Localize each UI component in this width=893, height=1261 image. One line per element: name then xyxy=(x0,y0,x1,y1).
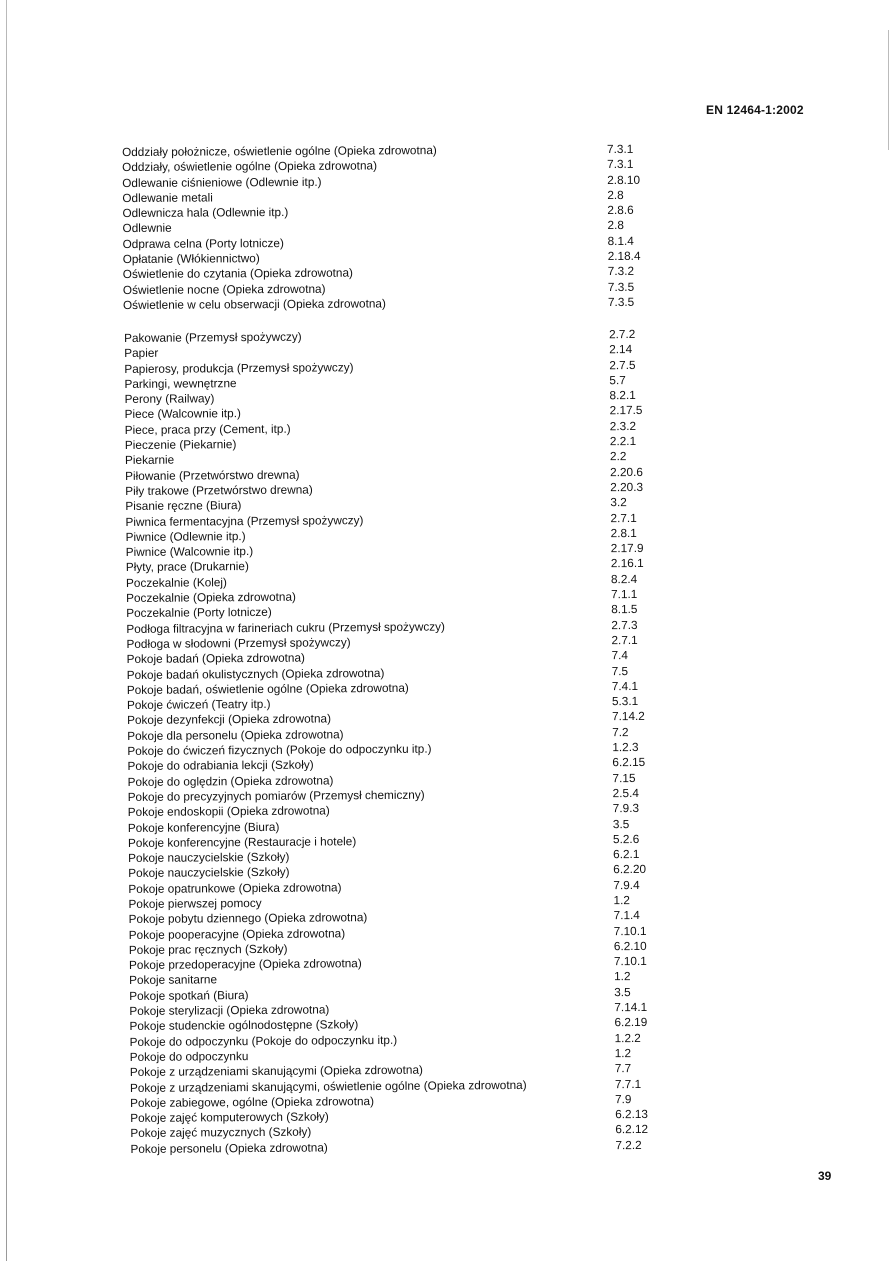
index-term: Poczekalnie (Porty lotnicze) xyxy=(126,605,272,621)
clause-reference: 2.8.10 xyxy=(607,172,641,187)
clause-reference: 1.2.2 xyxy=(614,1030,641,1045)
page-number: 39 xyxy=(818,1169,832,1183)
clause-reference: 8.1.5 xyxy=(611,602,638,617)
index-term: Pokoje nauczycielskie (Szkoły) xyxy=(128,849,290,866)
clause-reference: 1.2 xyxy=(613,893,630,908)
clause-reference: 7.3.1 xyxy=(606,141,634,157)
index-term: Pokoje studenckie ogólnodostępne (Szkoły) xyxy=(129,1017,359,1034)
index-term: Pokoje badań, oświetlenie ogólne (Opieka zdrowotna) xyxy=(126,680,409,697)
clause-reference: 7.9.4 xyxy=(613,877,640,892)
clause-reference: 2.20.3 xyxy=(610,479,644,495)
index-term: Papierosy, produkcja (Przemysł spożywczy) xyxy=(124,359,354,376)
index-term: Pokoje pooperacyjne (Opieka zdrowotna) xyxy=(128,925,346,942)
index-term: Pokoje zajęć komputerowych (Szkoły) xyxy=(130,1109,329,1126)
index-term: Oświetlenie do czytania (Opieka zdrowotna) xyxy=(122,265,353,282)
index-term: Odlewnicza hala (Odlewnie itp.) xyxy=(122,205,289,221)
clause-reference: 6.2.12 xyxy=(615,1122,649,1137)
index-term: Pokoje opatrunkowe (Opieka zdrowotna) xyxy=(128,879,342,896)
index-term: Pokoje zabiegowe, ogólne (Opieka zdrowotna) xyxy=(130,1093,375,1110)
index-term: Piece (Walcownie itp.) xyxy=(124,406,241,422)
clause-reference: 7.4.1 xyxy=(611,678,639,694)
clause-reference: 7.5 xyxy=(611,663,629,678)
clause-reference: 7.1.4 xyxy=(613,908,640,923)
clause-reference: 7.15 xyxy=(612,770,636,785)
index-term: Podłoga w słodowni (Przemysł spożywczy) xyxy=(126,635,351,651)
clause-reference: 7.3.1 xyxy=(607,157,634,172)
clause-reference: 2.8 xyxy=(607,187,624,202)
clause-reference: 7.10.1 xyxy=(613,923,647,938)
index-term: Piekarnie xyxy=(124,452,175,468)
clause-reference: 6.2.19 xyxy=(614,1015,648,1030)
index-term: Pokoje konferencyjne (Biura) xyxy=(127,819,280,835)
clause-reference: 2.14 xyxy=(609,342,633,357)
clause-reference: 6.2.13 xyxy=(615,1107,649,1122)
clause-reference: 2.17.5 xyxy=(609,403,643,418)
index-term: Piwnice (Walcownie itp.) xyxy=(125,544,254,560)
index-term: Pokoje do odpoczynku xyxy=(129,1048,249,1064)
clause-reference: 1.2 xyxy=(614,969,631,984)
index-term: Pokoje dezynfekcji (Opieka zdrowotna) xyxy=(127,711,332,728)
index-term: Pokoje pierwszej pomocy xyxy=(128,895,262,911)
standard-identifier: EN 12464-1:2002 xyxy=(706,103,804,117)
clause-reference: 6.2.10 xyxy=(613,938,647,954)
index-term: Piwnice (Odlewnie itp.) xyxy=(125,528,246,544)
clause-reference: 2.18.4 xyxy=(607,248,641,264)
clause-reference: 7.4 xyxy=(611,648,629,663)
index-term: Pokoje pobytu dziennego (Opieka zdrowotna) xyxy=(128,910,368,927)
clause-reference: 3.2 xyxy=(610,495,627,510)
index-term: Pokoje sanitarne xyxy=(129,972,218,988)
clause-reference: 6.2.20 xyxy=(613,862,647,877)
clause-reference: 7.3.5 xyxy=(607,294,635,310)
clause-reference: 6.2.15 xyxy=(612,755,646,770)
clause-reference: 2.20.6 xyxy=(610,464,643,479)
clause-reference: 2.2 xyxy=(609,449,627,464)
clause-reference: 2.16.1 xyxy=(610,556,644,571)
clause-reference: 5.3.1 xyxy=(611,694,639,709)
clause-reference: 2.8.1 xyxy=(610,525,637,541)
index-term: Pokoje z urządzeniami skanującymi, oświetlenie ogólne (Opieka zdrowotna) xyxy=(129,1077,527,1095)
clause-reference: 2.5.4 xyxy=(612,785,639,801)
clause-reference: 3.5 xyxy=(612,816,630,831)
clause-reference: 8.2.1 xyxy=(609,388,636,403)
index-term: Pisanie ręczne (Biura) xyxy=(125,498,242,514)
index-term: Oświetlenie w celu obserwacji (Opieka zdrowotna) xyxy=(122,296,386,312)
index-term: Piły trakowe (Przetwórstwo drewna) xyxy=(125,482,313,498)
clause-reference: 2.7.1 xyxy=(610,510,637,525)
clause-reference: 2.8 xyxy=(607,218,624,233)
clause-reference: 7.7 xyxy=(614,1061,632,1076)
clause-reference: 8.1.4 xyxy=(607,233,634,248)
index-term: Pokoje do precyzyjnych pomiarów (Przemysł chemiczny) xyxy=(127,787,425,804)
clause-reference: 2.17.9 xyxy=(610,541,644,556)
index-term: Piłowanie (Przetwórstwo drewna) xyxy=(125,467,300,483)
index-term: Odlewanie ciśnieniowe (Odlewnie itp.) xyxy=(122,174,322,190)
index-term: Pokoje z urządzeniami skanującymi (Opieka zdrowotna) xyxy=(129,1062,423,1080)
clause-reference: 5.2.6 xyxy=(612,831,640,846)
index-term: Pokoje konferencyjne (Restauracje i hotele) xyxy=(127,833,357,850)
index-term: Pakowanie (Przemysł spożywczy) xyxy=(124,329,302,345)
index-term: Pokoje zajęć muzycznych (Szkoły) xyxy=(130,1124,312,1141)
clause-reference: 8.2.4 xyxy=(610,571,638,586)
index-term: Płyty, prace (Drukarnie) xyxy=(125,559,249,575)
index-term: Pokoje do ćwiczeń fizycznych (Pokoje do odpoczynku itp.) xyxy=(127,741,432,759)
index-term: Poczekalnie (Kolej) xyxy=(125,574,228,590)
index-term: Pokoje do oględzin (Opieka zdrowotna) xyxy=(127,772,334,789)
index-term: Perony (Railway) xyxy=(124,391,215,407)
clause-reference: 2.7.1 xyxy=(611,632,638,648)
clause-reference: 3.5 xyxy=(614,984,631,999)
index-term: Podłoga filtracyjna w farineriach cukru (Przemysł spożywczy) xyxy=(126,619,446,636)
index-term: Pokoje nauczycielskie (Szkoły) xyxy=(128,865,290,881)
index-term: Poczekalnie (Opieka zdrowotna) xyxy=(126,589,296,606)
index-term: Papier xyxy=(124,346,159,361)
index-term: Pieczenie (Piekarnie) xyxy=(124,437,237,453)
clause-reference: 7.3.2 xyxy=(607,264,635,279)
index-term: Pokoje endoskopii (Opieka zdrowotna) xyxy=(127,803,330,820)
clause-reference: 7.14.1 xyxy=(614,999,648,1015)
clause-reference: 7.9 xyxy=(614,1091,632,1107)
index-group-p xyxy=(124,327,690,1157)
clause-reference: 1.2.3 xyxy=(612,739,639,755)
index-term: Pokoje badań (Opieka zdrowotna) xyxy=(126,650,306,667)
index-term: Odlewanie metali xyxy=(122,190,213,205)
clause-reference: 2.7.5 xyxy=(609,357,636,372)
index-term: Pokoje przedoperacyjne (Opieka zdrowotna) xyxy=(128,956,362,973)
scan-right-edge xyxy=(888,30,889,150)
index-term: Parkingi, wewnętrzne xyxy=(124,376,237,391)
clause-reference: 2.2.1 xyxy=(609,434,637,449)
clause-reference: 7.1.1 xyxy=(611,587,638,602)
index-entry xyxy=(123,295,683,314)
index-term: Pokoje do odpoczynku (Pokoje do odpoczynku itp.) xyxy=(129,1032,398,1049)
clause-reference: 7.7.1 xyxy=(614,1076,642,1091)
index-term: Pokoje sterylizacji (Opieka zdrowotna) xyxy=(129,1002,330,1019)
index-term: Pokoje dla personelu (Opieka zdrowotna) xyxy=(127,727,344,743)
clause-reference: 7.9.3 xyxy=(612,801,640,816)
index-term: Pokoje badań okulistycznych (Opieka zdrowotna) xyxy=(126,665,385,682)
clause-reference: 7.2 xyxy=(612,724,629,739)
index-term: Pokoje do odrabiania lekcji (Szkoły) xyxy=(127,757,314,774)
clause-reference: 2.3.2 xyxy=(609,418,637,433)
index-term: Pokoje ćwiczeń (Teatry itp.) xyxy=(126,696,271,713)
index-term: Odlewnie xyxy=(122,221,172,236)
index-term: Piwnica fermentacyjna (Przemysł spożywczy) xyxy=(125,512,364,529)
clause-reference: 6.2.1 xyxy=(613,847,640,862)
clause-reference: 2.7.3 xyxy=(611,617,638,632)
clause-reference: 2.8.6 xyxy=(607,203,634,218)
index-term: Oddziały, oświetlenie ogólne (Opieka zdrowotna) xyxy=(122,158,378,175)
index-term: Pokoje personelu (Opieka zdrowotna) xyxy=(130,1140,328,1156)
index-term: Oświetlenie nocne (Opieka zdrowotna) xyxy=(122,281,326,297)
clause-reference: 7.3.5 xyxy=(607,279,635,294)
index-term: Piece, praca przy (Cement, itp.) xyxy=(124,421,291,437)
clause-reference: 1.2 xyxy=(614,1045,632,1061)
clause-reference: 7.2.2 xyxy=(615,1137,642,1152)
clause-reference: 7.10.1 xyxy=(613,954,647,969)
clause-reference: 2.7.2 xyxy=(608,326,636,342)
scan-left-edge xyxy=(6,0,7,1261)
index-term: Odprawa celna (Porty lotnicze) xyxy=(122,235,284,251)
index-term: Pokoje prac ręcznych (Szkoły) xyxy=(128,941,288,957)
index-entry xyxy=(130,1137,690,1157)
index-term: Oddziały położnicze, oświetlenie ogólne (Opieka zdrowotna) xyxy=(122,143,437,159)
index-term: Opłatanie (Włókiennictwo) xyxy=(122,251,260,267)
clause-reference: 7.14.2 xyxy=(611,709,645,724)
index-group-o xyxy=(122,142,683,314)
clause-reference: 5.7 xyxy=(609,372,626,388)
index-term: Pokoje spotkań (Biura) xyxy=(129,987,249,1003)
